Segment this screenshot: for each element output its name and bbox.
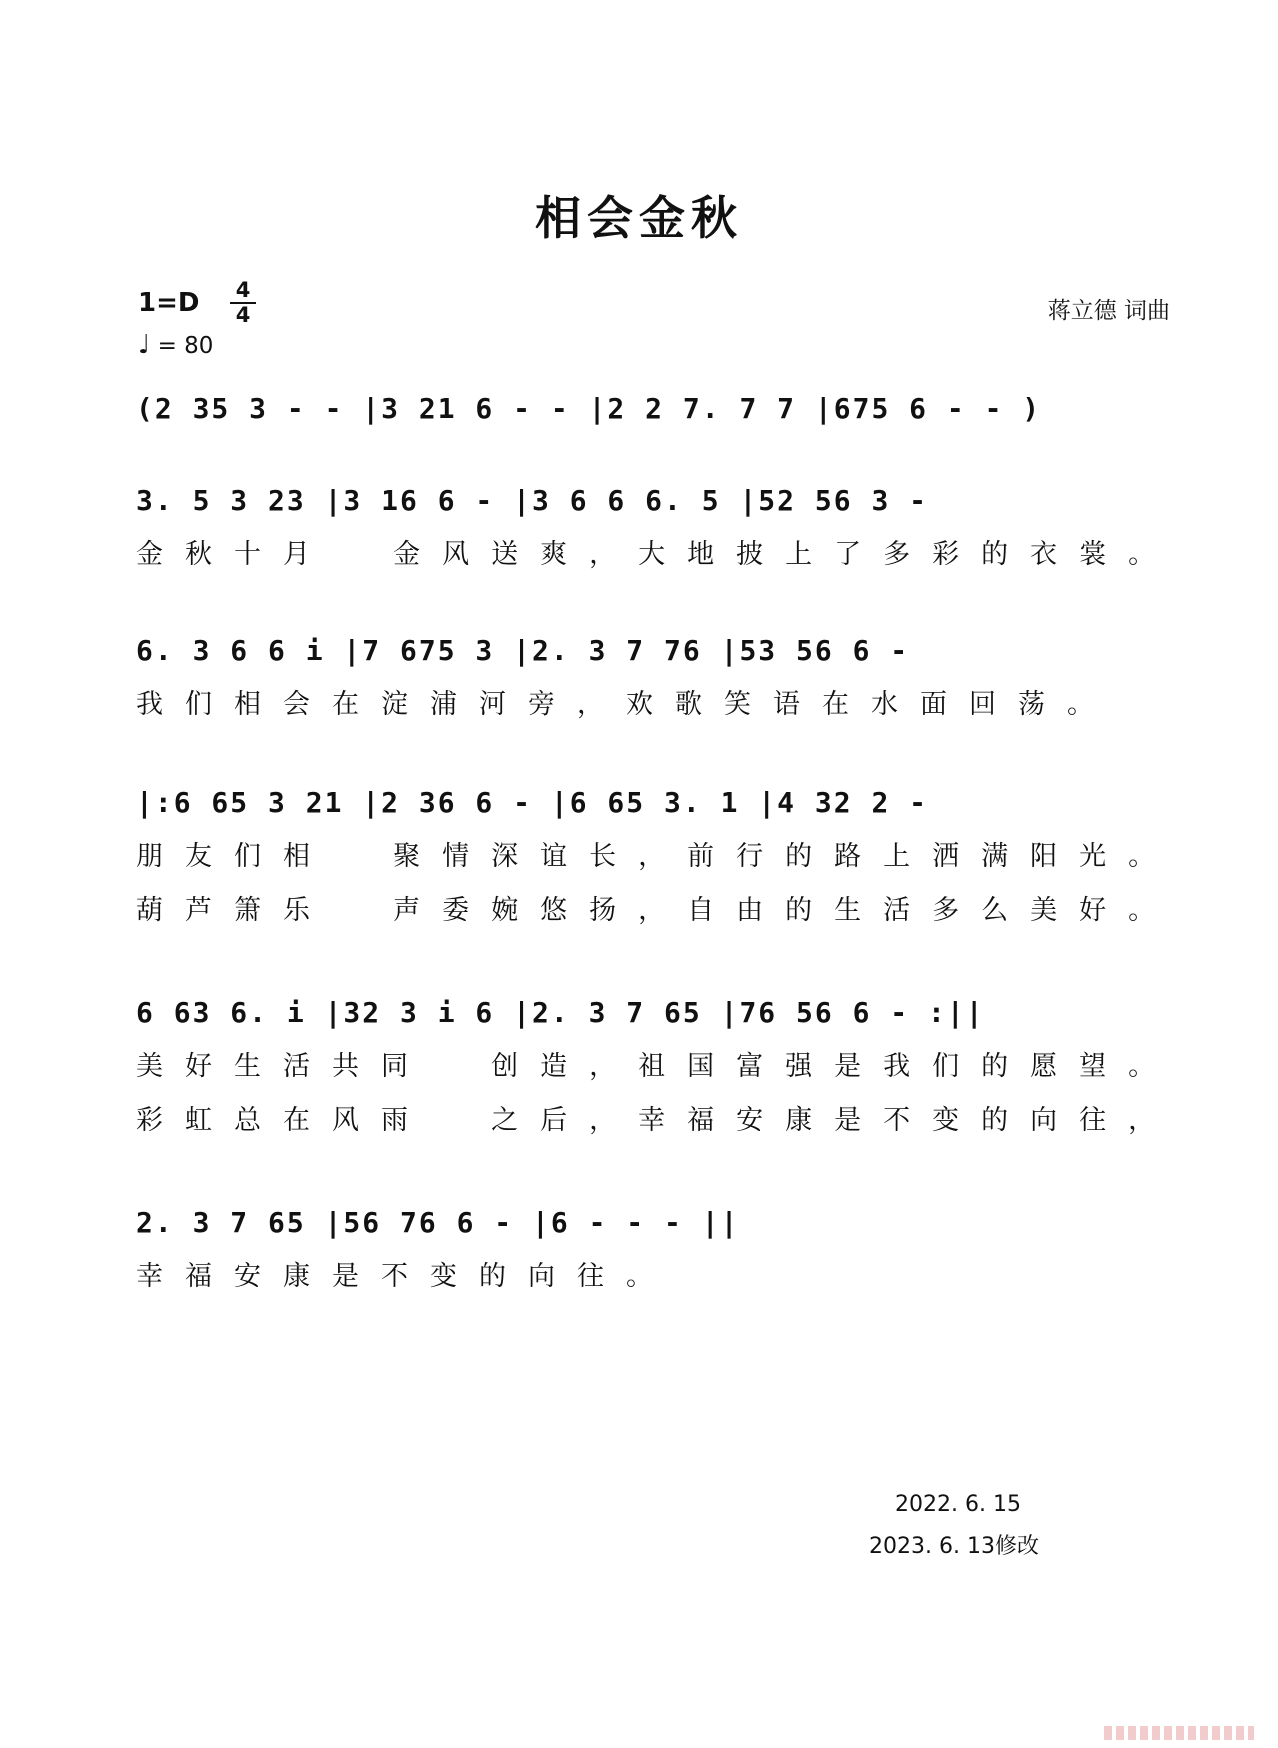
time-signature-denominator: 4 xyxy=(235,303,251,327)
quarter-note-icon: ♩ xyxy=(138,330,151,360)
time-signature xyxy=(230,280,256,326)
key-signature: 1=D xyxy=(138,288,200,318)
date-revised: 2023. 6. 13修改 xyxy=(869,1534,1039,1559)
notes-line-2: 3. 5 3 23 |3 16 6 - |3 6 6 6. 5 |52 56 3 - xyxy=(136,484,929,517)
notes-line-4: |:6 65 3 21 |2 36 6 - |6 65 3. 1 |4 32 2 - xyxy=(136,786,929,819)
lyric-line-6: 幸福安康是不变的向往。 xyxy=(136,1261,675,1292)
date-original: 2022. 6. 15 xyxy=(895,1492,1021,1517)
notation-line-1 xyxy=(136,392,1174,452)
notes-line-3: 6. 3 6 6 i |7 675 3 |2. 3 7 76 |53 56 6 - xyxy=(136,634,910,667)
lyric-line-4a: 朋友们相 聚情深谊长，前行的路上洒满阳光。 xyxy=(136,841,1178,872)
notes-line-6: 2. 3 7 65 |56 76 6 - |6 - - - || xyxy=(136,1206,740,1239)
composer-credit: 蒋立德 词曲 xyxy=(1047,298,1170,324)
lyric-line-5b: 彩虹总在风雨 之后，幸福安康是不变的向往， xyxy=(136,1105,1178,1136)
tempo-marking xyxy=(138,330,213,360)
notes-line-5: 6 63 6. i |32 3 i 6 |2. 3 7 65 |76 56 6 - :|| xyxy=(136,996,985,1029)
notes-line-1: (2 35 3 - - |3 21 6 - - |2 2 7. 7 7 |675 6 - - ) xyxy=(136,392,1042,425)
time-signature-numerator: 4 xyxy=(235,278,251,302)
date-block xyxy=(869,1492,1039,1572)
watermark-logo xyxy=(1104,1726,1254,1740)
lyric-line-3: 我们相会在淀浦河旁，欢歌笑语在水面回荡。 xyxy=(136,689,1116,720)
lyric-line-2: 金秋十月 金风送爽，大地披上了多彩的衣裳。 xyxy=(136,539,1178,570)
lyric-line-5a: 美好生活共同 创造，祖国富强是我们的愿望。 xyxy=(136,1051,1178,1082)
score-title: 相会金秋 xyxy=(535,191,743,245)
lyric-line-4b: 葫芦箫乐 声委婉悠扬，自由的生活多么美好。 xyxy=(136,895,1178,926)
tempo-value: = 80 xyxy=(157,333,214,359)
